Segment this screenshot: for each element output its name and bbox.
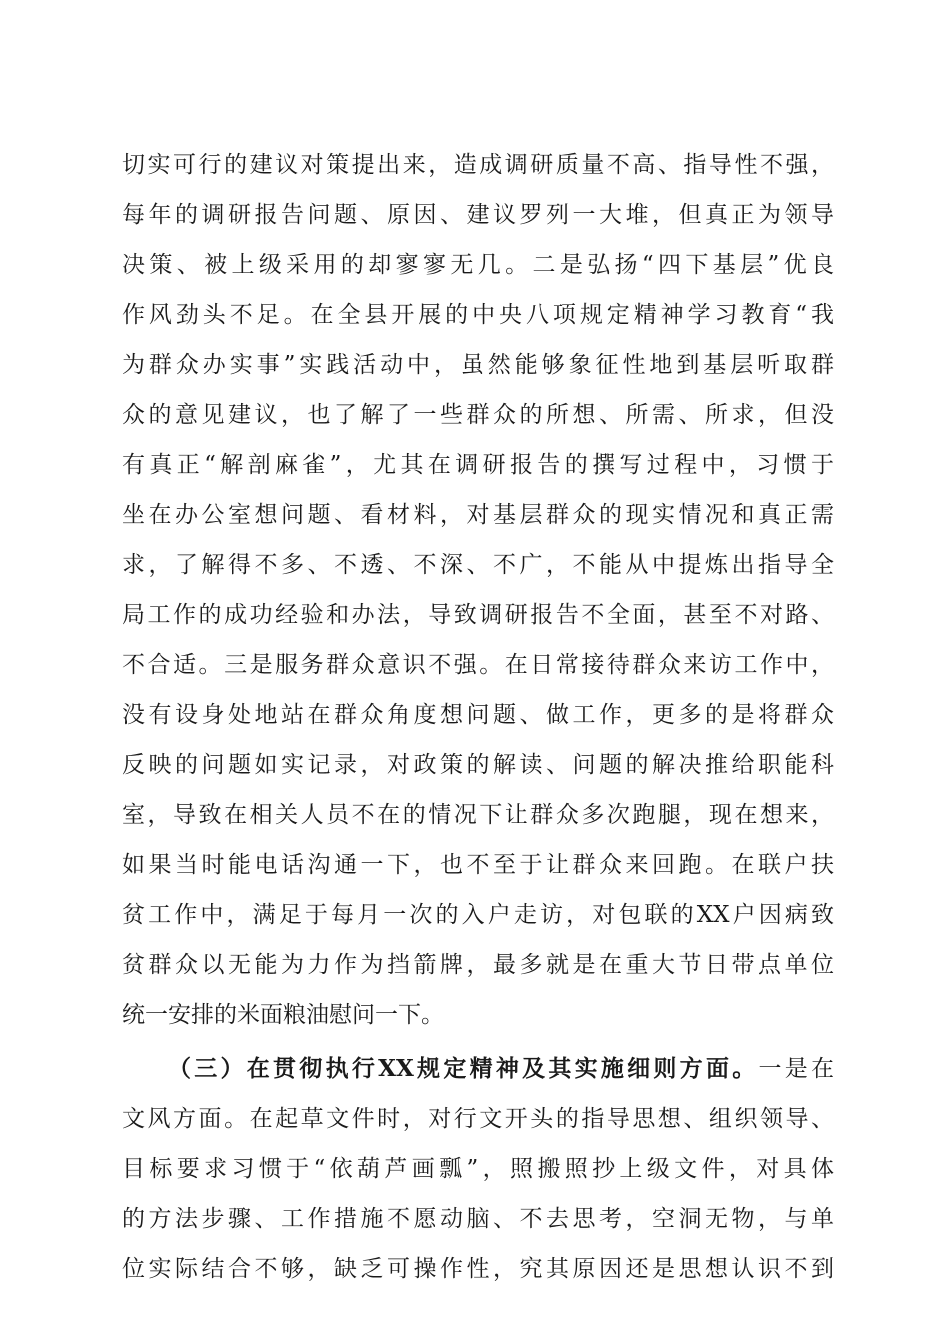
- text-line: 文风方面。在起草文件时，对行文开头的指导思想、组织领导、: [122, 1106, 834, 1132]
- document-body: [122, 140, 834, 1294]
- text-line: 贫群众以无能为力作为挡箭牌，最多就是在重大节日带点单位: [122, 952, 834, 978]
- text-line: 决策、被上级采用的却寥寥无几。二是弘扬“四下基层”优良: [122, 252, 834, 278]
- text-line: 求，了解得不多、不透、不深、不广，不能从中提炼出指导全: [122, 552, 834, 578]
- text-line: 目标要求习惯于“依葫芦画瓢”，照搬照抄上级文件，对具体: [122, 1156, 834, 1182]
- paragraph-1: [122, 140, 834, 1040]
- text-line: 贫工作中，满足于每月一次的入户走访，对包联的XX户因病致: [122, 902, 834, 928]
- text-line: 室，导致在相关人员不在的情况下让群众多次跑腿，现在想来，: [122, 802, 834, 828]
- text-line: 坐在办公室想问题、看材料，对基层群众的现实情况和真正需: [122, 502, 834, 528]
- text-line: 切实可行的建议对策提出来，造成调研质量不高、指导性不强，: [122, 152, 834, 178]
- text-line: 局工作的成功经验和办法，导致调研报告不全面，甚至不对路、: [122, 602, 834, 628]
- text-line: 每年的调研报告问题、原因、建议罗列一大堆，但真正为领导: [122, 202, 834, 228]
- section-heading: （三）在贯彻执行XX规定精神及其实施细则方面。: [168, 1055, 759, 1082]
- text-line: 不合适。三是服务群众意识不强。在日常接待群众来访工作中，: [122, 652, 834, 678]
- text-line: 的方法步骤、工作措施不愿动脑、不去思考，空洞无物，与单: [122, 1206, 834, 1232]
- text-line: 统一安排的米面粮油慰问一下。: [122, 1002, 444, 1028]
- text-line: 没有设身处地站在群众角度想问题、做工作，更多的是将群众: [122, 702, 834, 728]
- text-line: 众的意见建议，也了解了一些群众的所想、所需、所求，但没: [122, 402, 834, 428]
- paragraph-first-line: [122, 1044, 834, 1094]
- text-fragment: 一是在: [758, 1056, 834, 1082]
- paragraph-2: [122, 1044, 834, 1294]
- text-line: 反映的问题如实记录，对政策的解读、问题的解决推给职能科: [122, 752, 834, 778]
- text-line: 为群众办实事”实践活动中，虽然能够象征性地到基层听取群: [122, 352, 834, 378]
- text-line: 有真正“解剖麻雀”，尤其在调研报告的撰写过程中，习惯于: [122, 452, 834, 478]
- text-line: 位实际结合不够，缺乏可操作性，究其原因还是思想认识不到: [122, 1256, 834, 1282]
- text-line: 作风劲头不足。在全县开展的中央八项规定精神学习教育“我: [122, 302, 834, 328]
- text-line: 如果当时能电话沟通一下，也不至于让群众来回跑。在联户扶: [122, 852, 834, 878]
